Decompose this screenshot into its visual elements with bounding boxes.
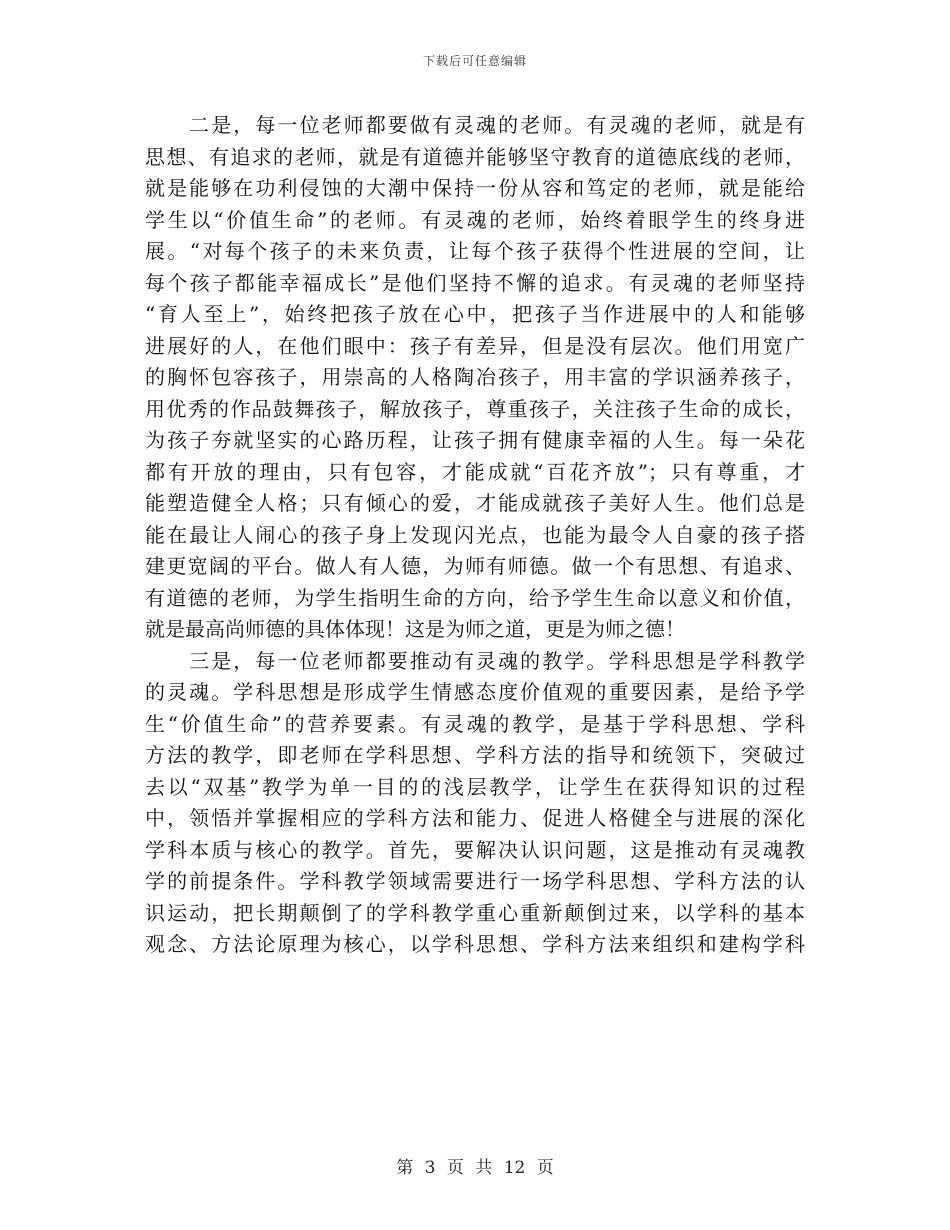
text-line: 学的前提条件。学科教学领域需要进行一场学科思想、学科方法的认 [145,869,805,893]
text-line: 每个孩子都能幸福成长”是他们坚持不懈的追求。有灵魂的老师坚持 [145,270,805,295]
paragraph-teacher-soul [145,110,805,646]
text-line: 方法的教学，即老师在学科思想、学科方法的指导和统领下，突破过 [145,743,805,767]
text-line: 去以“双基”教学为单一目的的浅层教学，让学生在获得知识的过程 [145,774,805,799]
text-line: 二是，每一位老师都要做有灵魂的老师。有灵魂的老师，就是有 [145,113,805,137]
text-line: 能塑造健全人格；只有倾心的爱，才能成就孩子美好人生。他们总是 [145,491,805,515]
text-line: 学生以“价值生命”的老师。有灵魂的老师，始终着眼学生的终身进 [145,207,805,232]
text-line: 的胸怀包容孩子，用崇高的人格陶冶孩子，用丰富的学识涵养孩子， [145,365,805,389]
text-line: 展。“对每个孩子的未来负责，让每个孩子获得个性进展的空间，让 [145,239,805,263]
text-line: 建更宽阔的平台。做人有人德，为师有师德。做一个有思想、有追求、 [145,554,805,578]
text-line: 进展好的人，在他们眼中：孩子有差异，但是没有层次。他们用宽广 [145,333,805,358]
text-line: “育人至上”，始终把孩子放在心中，把孩子当作进展中的人和能够 [145,302,805,326]
text-line: 为孩子夯就坚实的心路历程，让孩子拥有健康幸福的人生。每一朵花 [145,428,805,452]
text-line: 识运动，把长期颠倒了的学科教学重心重新颠倒过来，以学科的基本 [145,900,805,925]
text-line: 思想、有追求的老师，就是有道德并能够坚守教育的道德底线的老师， [145,144,805,169]
page-number-footer: 第 3 页 共 12 页 [396,1158,554,1178]
text-line: 学科本质与核心的教学。首先，要解决认识问题，这是推动有灵魂教 [145,837,805,862]
page-header: 下载后可任意编辑 [422,54,527,68]
text-line: 三是，每一位老师都要推动有灵魂的教学。学科思想是学科教学 [145,648,805,673]
text-line: 用优秀的作品鼓舞孩子，解放孩子，尊重孩子，关注孩子生命的成长， [145,396,805,421]
text-line: 都有开放的理由，只有包容，才能成就“百花齐放”；只有尊重，才 [145,459,805,484]
paragraph-soulful-teaching [145,646,805,961]
text-line: 的灵魂。学科思想是形成学生情感态度价值观的重要因素，是给予学 [145,680,805,704]
text-line: 观念、方法论原理为核心，以学科思想、学科方法来组织和建构学科 [145,932,805,956]
document-body [145,110,805,961]
text-line: 有道德的老师，为学生指明生命的方向，给予学生生命以意义和价值， [145,585,805,610]
text-line: 就是能够在功利侵蚀的大潮中保持一份从容和笃定的老师，就是能给 [145,176,805,200]
text-line: 中，领悟并掌握相应的学科方法和能力、促进人格健全与进展的深化 [145,806,805,830]
text-line: 就是最高尚师德的具体体现！这是为师之道，更是为师之德！ [145,617,685,641]
text-line: 生“价值生命”的营养要素。有灵魂的教学，是基于学科思想、学科 [145,711,805,736]
text-line: 能在最让人闹心的孩子身上发现闪光点，也能为最令人自豪的孩子搭 [145,522,805,547]
